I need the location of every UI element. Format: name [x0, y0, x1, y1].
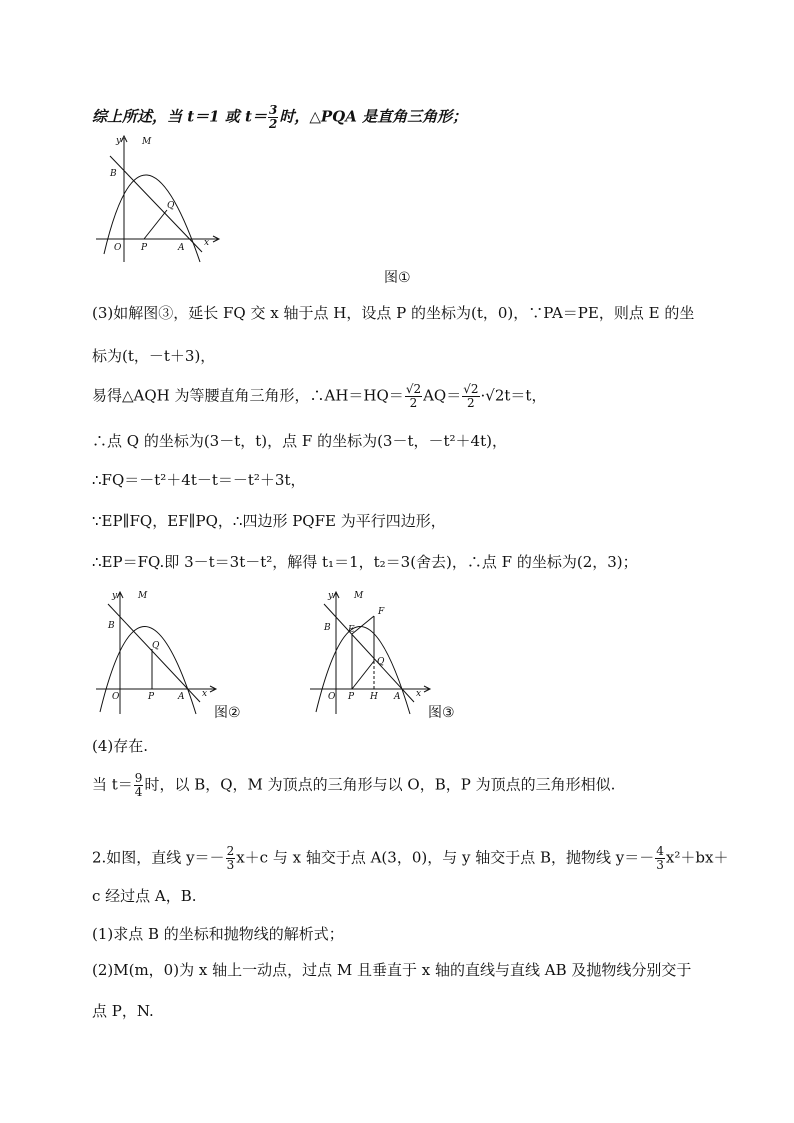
part3-line7: ∴EP＝FQ.即 3－t＝3t－t²，解得 t₁＝1，t₂＝3(舍去)，∴点 F 的坐标为(2，3)； [92, 553, 638, 571]
figure-3 [306, 586, 434, 716]
problem2-q2-line2: 点 P，N. [92, 1002, 154, 1020]
label-x: x [202, 689, 208, 699]
summary-line [92, 104, 467, 131]
label-a: A [178, 692, 185, 702]
label-a: A [178, 243, 185, 253]
part4-line2: 当 t＝ $\frac{9}{4}$ 时，以 B，Q，M 为顶点的三角形与以 O，B，P 为顶点的三角形相似. [92, 771, 616, 799]
problem2-q1: (1)求点 B 的坐标和抛物线的解析式； [92, 925, 344, 943]
label-o: O [328, 692, 336, 702]
label-m: M [354, 591, 364, 601]
figure-1-caption: 图① [384, 270, 411, 286]
problem2-line2: c 经过点 A，B. [92, 887, 197, 905]
summary-prefix: 综上所述，当 t＝1 或 t＝ [92, 107, 267, 126]
label-b: B [324, 623, 331, 633]
label-o: O [112, 692, 120, 702]
label-p: P [148, 692, 155, 702]
label-o: O [114, 243, 122, 253]
label-q: Q [152, 641, 160, 651]
label-p: P [348, 692, 355, 702]
figure-3-caption: 图③ [428, 705, 455, 721]
figure-2 [92, 586, 220, 716]
part3-line6: ∵EP∥FQ，EF∥PQ，∴四边形 PQFE 为平行四边形， [92, 512, 446, 530]
part3-line2: 标为(t，－t＋3)， [92, 347, 216, 365]
label-q: Q [167, 201, 175, 211]
label-f: F [378, 607, 385, 617]
line-ab [108, 604, 200, 702]
figure-1 [92, 132, 222, 264]
figure-2-caption: 图② [214, 705, 241, 721]
part3-line3: 易得△AQH 为等腰直角三角形，∴AH＝HQ＝ $\frac{√2}{2}$ AQ＝ $\frac{√2}{2}$ ·√2t＝t， [92, 382, 547, 410]
label-y: y [328, 591, 334, 601]
part3-line4: ∴点 Q 的坐标为(3－t，t)，点 F 的坐标为(3－t，－t²＋4t)， [92, 432, 507, 450]
label-b: B [110, 169, 117, 179]
segment-pq [144, 210, 167, 239]
label-m: M [142, 137, 152, 147]
label-a: A [394, 692, 401, 702]
label-x: x [416, 689, 422, 699]
label-y: y [116, 136, 122, 146]
label-y: y [112, 591, 118, 601]
line-ab [324, 604, 414, 702]
summary-fraction: $\frac{3}{2}$ [268, 103, 278, 131]
problem2-q2-line1: (2)M(m，0)为 x 轴上一动点，过点 M 且垂直于 x 轴的直线与直线 AB 及抛物线分别交于 [92, 961, 692, 979]
summary-suffix: 时，△PQA 是直角三角形； [279, 107, 468, 126]
part4-line1: (4)存在. [92, 737, 149, 755]
segment-pq [352, 661, 374, 689]
label-q: Q [377, 657, 385, 667]
part3-line1: (3)如解图③，延长 FQ 交 x 轴于点 H，设点 P 的坐标为(t，0)，∵PA＝PE，则点 E 的坐 [92, 304, 695, 322]
part3-line5: ∴FQ＝－t²＋4t－t＝－t²＋3t， [92, 471, 306, 489]
label-m: M [138, 591, 148, 601]
problem2-line1: 2.如图，直线 y＝－ $\frac{2}{3}$ x＋c 与 x 轴交于点 A(3，0)，与 y 轴交于点 B，抛物线 y＝－ $\frac{4}{3}$ x²＋bx＋ [92, 844, 729, 872]
label-x: x [204, 238, 210, 248]
label-b: B [108, 621, 115, 631]
label-e: E [348, 625, 355, 635]
label-p: P [141, 243, 148, 253]
label-h: H [370, 692, 378, 702]
